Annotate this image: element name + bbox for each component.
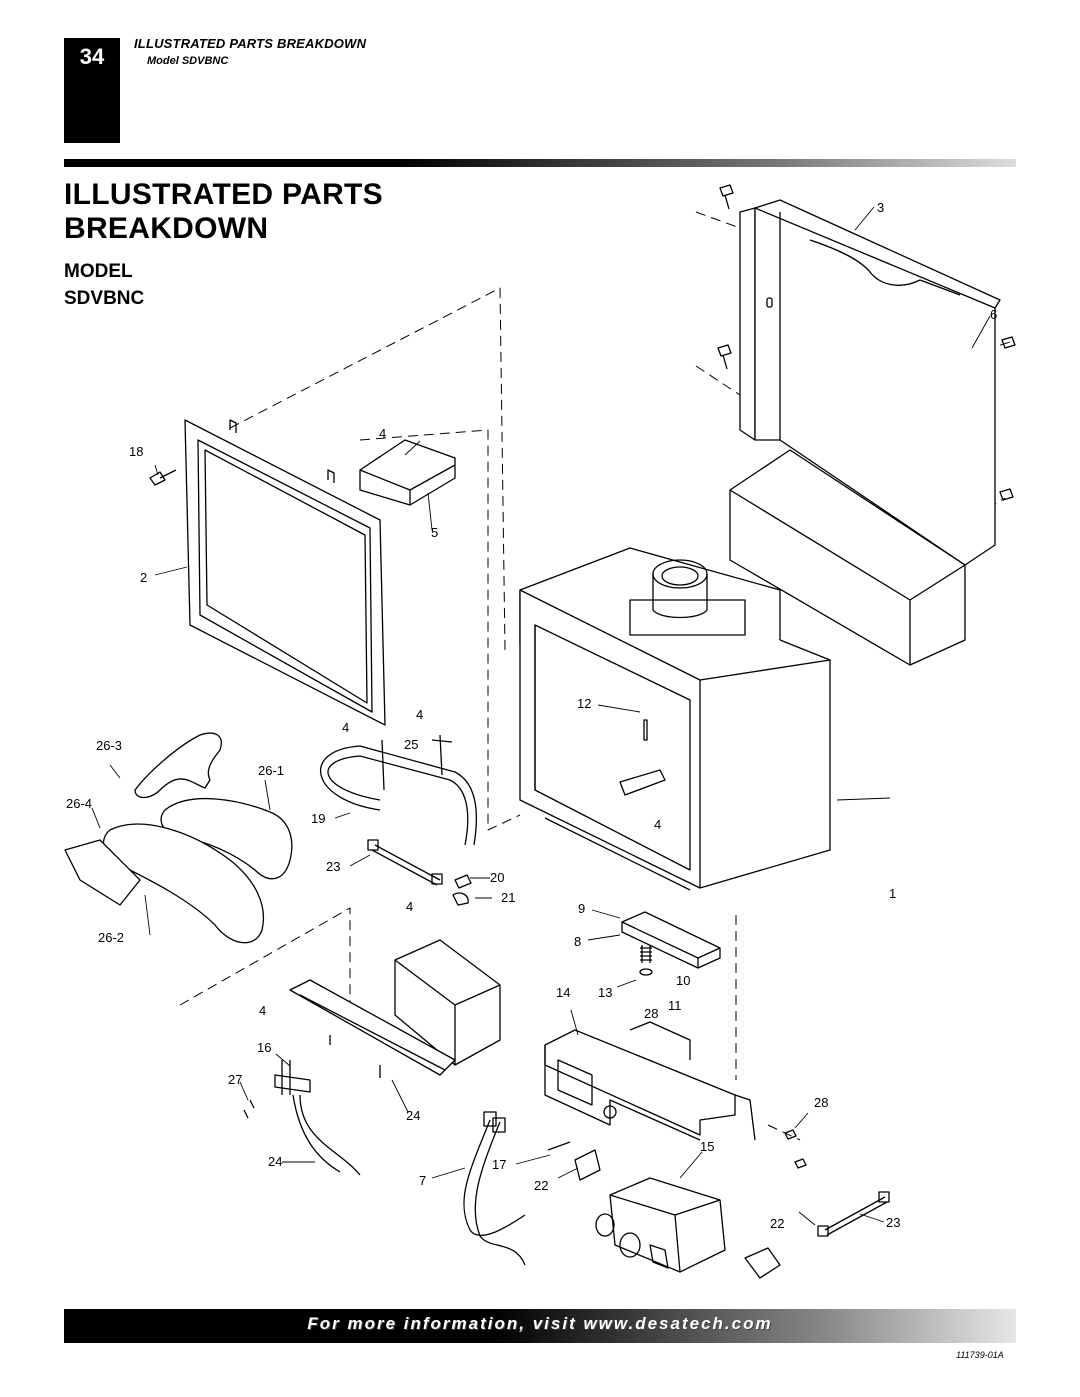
page-title-line2: BREAKDOWN	[64, 212, 269, 245]
part-24-burner-base	[290, 940, 500, 1078]
callout-5: 5	[431, 525, 439, 540]
page-number: 34	[79, 44, 105, 69]
callout-26-1: 26-1	[258, 763, 285, 778]
header-section-title: ILLUSTRATED PARTS BREAKDOWN	[134, 36, 367, 51]
callout-7: 7	[419, 1173, 427, 1188]
callout-4-tube-right: 4	[416, 707, 424, 722]
part-16-pilot-assembly	[244, 1060, 360, 1175]
callout-20: 20	[490, 870, 505, 885]
callout-19: 19	[311, 811, 326, 826]
page-title-line1: ILLUSTRATED PARTS	[64, 178, 383, 211]
callout-22-right: 22	[770, 1216, 785, 1231]
callout-28-upper: 28	[644, 1006, 659, 1021]
part-7-wire-harness	[464, 1112, 525, 1265]
part-5-bracket	[360, 440, 455, 505]
callout-16: 16	[257, 1040, 272, 1055]
callout-22-left: 22	[534, 1178, 549, 1193]
callout-11: 11	[668, 998, 682, 1013]
callout-14: 14	[556, 985, 571, 1000]
model-heading-line1: MODEL	[64, 261, 133, 282]
callout-17: 17	[492, 1157, 507, 1172]
callout-6: 6	[990, 307, 998, 322]
part-23-gas-line	[368, 840, 471, 905]
callout-23-left: 23	[326, 859, 341, 874]
callout-4-base: 4	[406, 899, 414, 914]
callout-26-2: 26-2	[98, 930, 125, 945]
callout-2: 2	[140, 570, 148, 585]
callout-23-right: 23	[886, 1215, 901, 1230]
callout-26-4: 26-4	[66, 796, 93, 811]
part-19-burner-tube	[321, 735, 477, 845]
callout-1: 1	[889, 886, 897, 901]
callout-4-firebox: 4	[654, 817, 662, 832]
callout-9: 9	[578, 901, 586, 916]
callout-26-3: 26-3	[96, 738, 123, 753]
callout-25: 25	[404, 737, 419, 752]
callout-10: 10	[676, 973, 691, 988]
header-model: Model SDVBNC	[147, 55, 229, 67]
callout-4-pilot: 4	[259, 1003, 267, 1018]
part-15-gas-valve	[575, 1150, 725, 1272]
part-2-glass-frame	[185, 420, 385, 725]
footer-bar	[64, 1309, 1016, 1343]
callout-8: 8	[574, 934, 582, 949]
callout-4-tube-left: 4	[342, 720, 350, 735]
callout-12: 12	[577, 696, 592, 711]
callout-3: 3	[877, 200, 885, 215]
part-14-valve-bracket	[545, 1022, 755, 1140]
document-number: 111739-01A	[956, 1350, 1004, 1360]
callout-15: 15	[700, 1139, 715, 1154]
callout-18: 18	[129, 444, 144, 459]
callout-24-lead: 24	[268, 1154, 283, 1169]
callout-28-lower: 28	[814, 1095, 829, 1110]
callout-13: 13	[598, 985, 613, 1000]
callout-24-base: 24	[406, 1108, 421, 1123]
footer-website-text: For more information, visit www.desatech.com	[307, 1314, 773, 1333]
part-8-mounting-block	[622, 912, 720, 975]
callout-27: 27	[228, 1072, 243, 1087]
part-1-firebox	[520, 548, 830, 890]
part-18-screw	[150, 470, 176, 485]
callout-4-bracket: 4	[379, 426, 387, 441]
callout-21: 21	[501, 890, 516, 905]
model-heading-line2: SDVBNC	[64, 288, 145, 309]
